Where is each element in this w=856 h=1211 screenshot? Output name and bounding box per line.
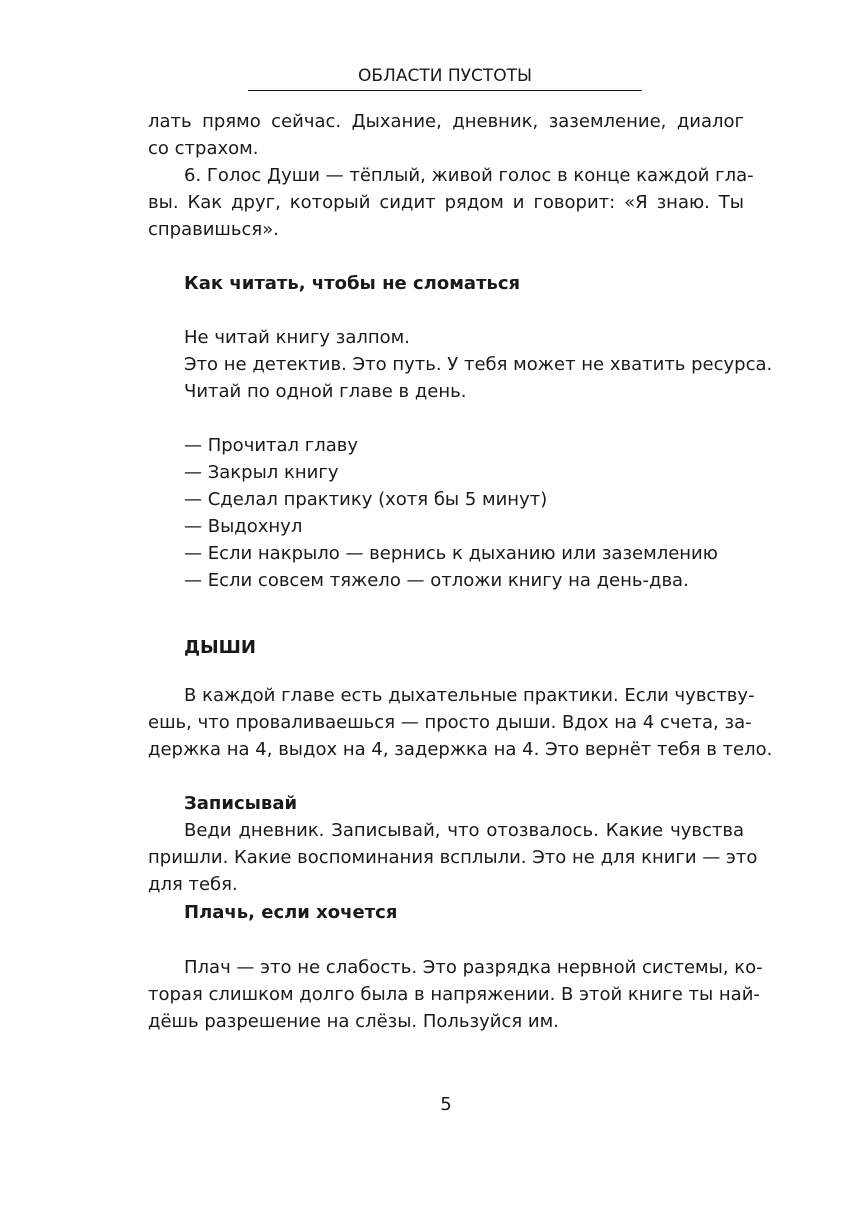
- text-line: держка на 4, выдох на 4, задержка на 4. Это вернёт тебя в тело.: [148, 739, 773, 760]
- list-item: — Если накрыло — вернись к дыханию или заземлению: [184, 543, 718, 564]
- text-line: Веди дневник. Записывай, что отозвалось. Какие чувства: [184, 820, 744, 841]
- text-line: 6. Голос Души — тёплый, живой голос в конце каждой гла-: [184, 165, 754, 186]
- list-item: — Сделал практику (хотя бы 5 минут): [184, 489, 548, 510]
- header-rule: [248, 90, 642, 91]
- text-line: Плач — это не слабость. Это разрядка нервной системы, ко-: [184, 957, 763, 978]
- text-line: справишься».: [148, 219, 279, 240]
- list-item: — Выдохнул: [184, 516, 303, 537]
- section-heading: ДЫШИ: [184, 637, 256, 658]
- list-item: — Если совсем тяжело — отложи книгу на день-два.: [184, 570, 689, 591]
- text-line: со страхом.: [148, 138, 259, 159]
- section-heading: Плачь, если хочется: [184, 902, 398, 923]
- text-line: дёшь разрешение на слёзы. Пользуйся им.: [148, 1011, 559, 1032]
- list-item: — Закрыл книгу: [184, 462, 339, 483]
- text-line: для тебя.: [148, 874, 238, 895]
- text-line: пришли. Какие воспоминания всплыли. Это не для книги — это: [148, 847, 758, 868]
- text-line: вы. Как друг, который сидит рядом и говорит: «Я знаю. Ты: [148, 192, 744, 213]
- text-line: Это не детектив. Это путь. У тебя может не хватить ресурса.: [184, 354, 773, 375]
- section-heading: Записывай: [184, 793, 298, 814]
- list-item: — Прочитал главу: [184, 435, 359, 456]
- text-line: лать прямо сейчас. Дыхание, дневник, заземление, диалог: [148, 111, 744, 132]
- page-number: 5: [440, 1094, 452, 1115]
- running-header: ОБЛАСТИ ПУСТОТЫ: [358, 66, 532, 86]
- text-line: ешь, что проваливаешься — просто дыши. Вдох на 4 счета, за-: [148, 712, 752, 733]
- text-line: Не читай книгу залпом.: [184, 327, 410, 348]
- section-heading: Как читать, чтобы не сломаться: [184, 273, 521, 294]
- text-line: В каждой главе есть дыхательные практики. Если чувству-: [184, 685, 755, 706]
- text-line: торая слишком долго была в напряжении. В этой книге ты най-: [148, 984, 760, 1005]
- text-line: Читай по одной главе в день.: [184, 381, 467, 402]
